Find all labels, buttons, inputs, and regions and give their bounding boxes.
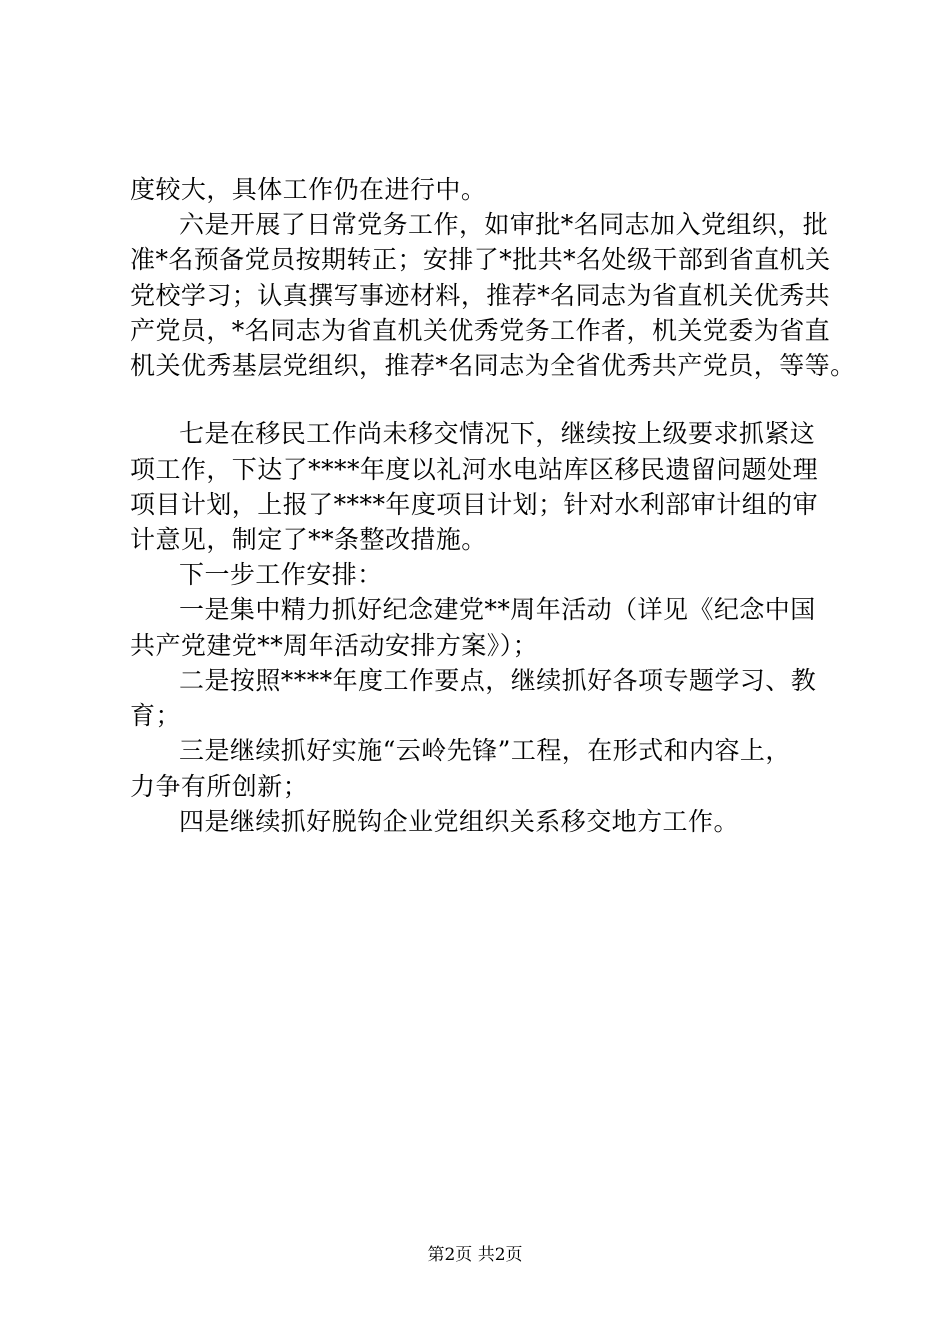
paragraph-line: 共产党建党**周年活动安排方案》）； <box>130 631 539 660</box>
paragraph-line: 产党员，*名同志为省直机关优秀党务工作者，机关党委为省直 <box>130 316 831 345</box>
section-heading: 下一步工作安排： <box>179 560 383 589</box>
paragraph-line: 机关优秀基层党组织，推荐*名同志为全省优秀共产党员，等等。 <box>130 351 856 380</box>
paragraph-line: 党校学习；认真撰写事迹材料，推荐*名同志为省直机关优秀共 <box>130 281 831 310</box>
paragraph-line: 三是继续抓好实施“云岭先锋”工程，在形式和内容上， <box>179 736 791 765</box>
paragraph-line: 度较大，具体工作仍在进行中。 <box>130 175 487 204</box>
paragraph-line: 育； <box>130 701 181 730</box>
paragraph-line: 计意见，制定了**条整改措施。 <box>130 525 487 554</box>
paragraph-line: 准*名预备党员按期转正；安排了*批共*名处级干部到省直机关 <box>130 245 831 274</box>
paragraph-line: 六是开展了日常党务工作，如审批*名同志加入党组织，批 <box>179 210 829 239</box>
paragraph-line: 力争有所创新； <box>130 772 309 801</box>
page-number-footer: 第2页 共2页 <box>427 1245 523 1265</box>
paragraph-line: 项目计划，上报了****年度项目计划；针对水利部审计组的审 <box>130 490 819 519</box>
paragraph-line: 项工作，下达了****年度以礼河水电站库区移民遗留问题处理 <box>130 455 819 484</box>
paragraph-line: 一是集中精力抓好纪念建党**周年活动（详见《纪念中国 <box>179 595 816 624</box>
paragraph-line: 二是按照****年度工作要点，继续抓好各项专题学习、教 <box>179 666 817 695</box>
paragraph-line: 七是在移民工作尚未移交情况下，继续按上级要求抓紧这 <box>179 419 816 448</box>
paragraph-line: 四是继续抓好脱钩企业党组织关系移交地方工作。 <box>179 807 739 836</box>
